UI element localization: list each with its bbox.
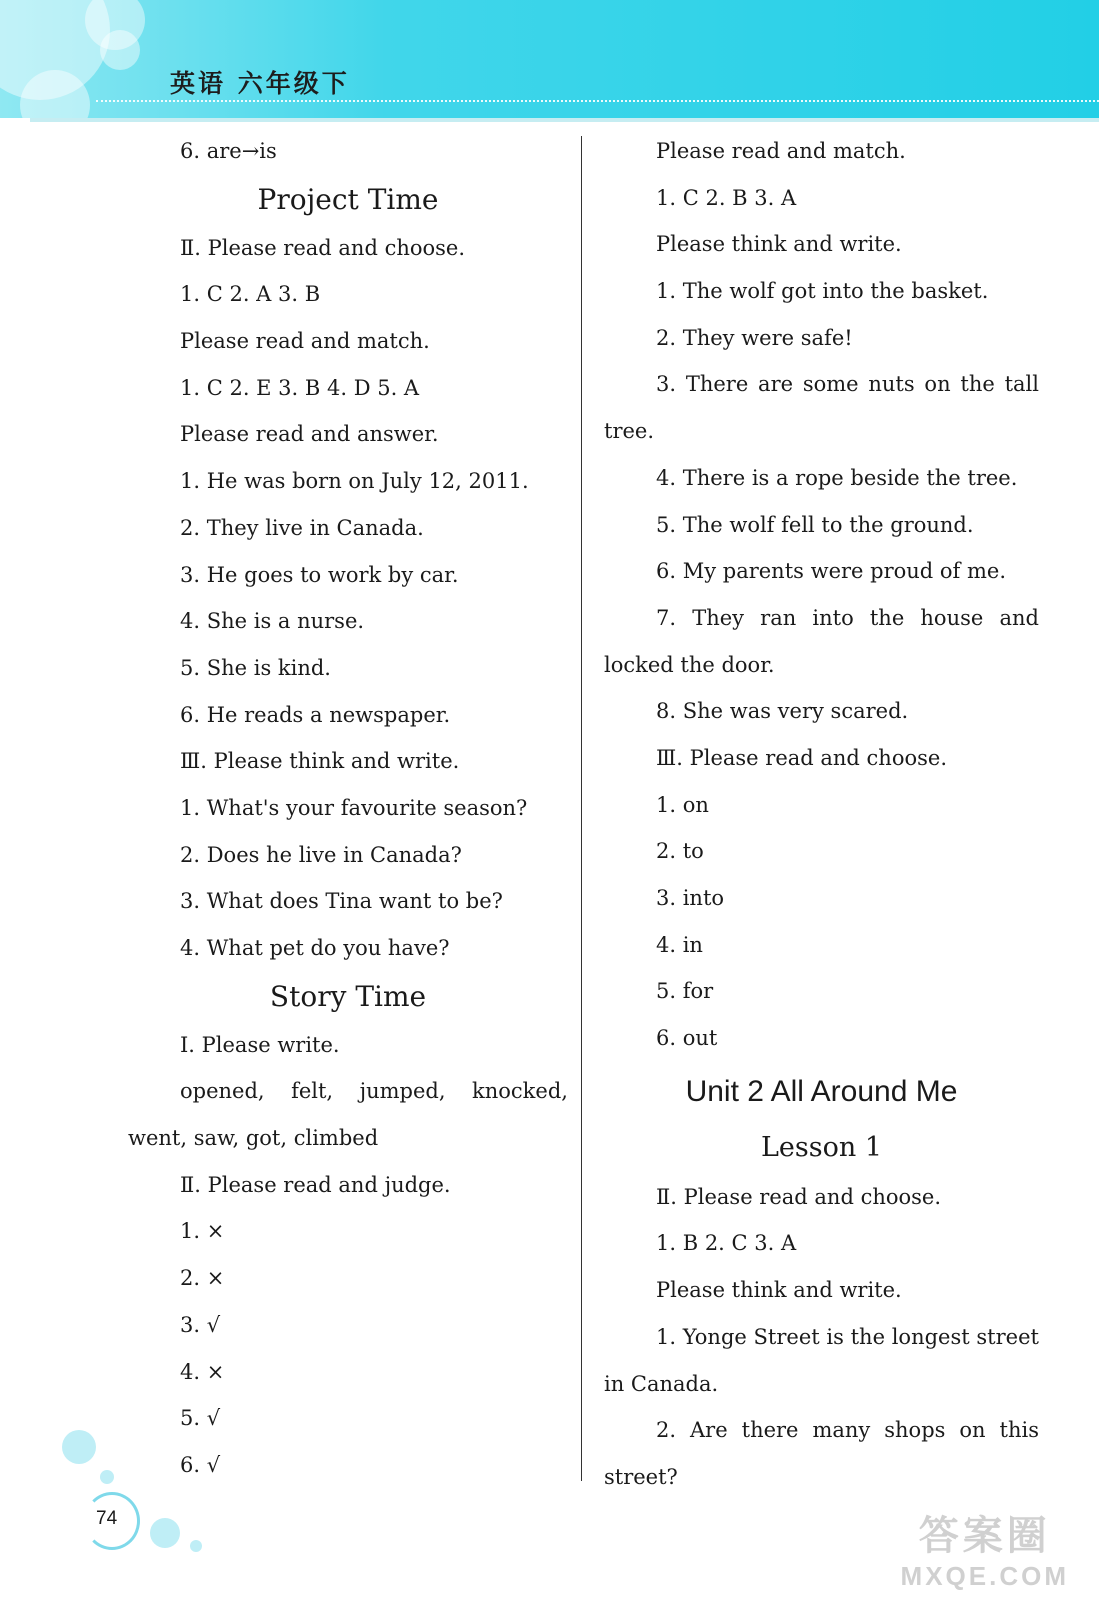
word: the	[869, 605, 905, 630]
answer-line: 8. She was very scared.	[656, 699, 909, 724]
word: ran	[760, 605, 797, 630]
word: some	[802, 372, 859, 397]
word: 2.	[656, 1418, 677, 1443]
section-title-story-time: Story Time	[269, 979, 427, 1013]
word: They	[692, 605, 745, 630]
answer-line: 3. He goes to work by car.	[180, 562, 459, 587]
word: 3.	[656, 372, 677, 397]
answer-line: 1. The wolf got into the basket.	[656, 279, 989, 304]
word: street	[976, 1324, 1039, 1349]
exercise-heading: Ⅱ. Please read and choose.	[180, 235, 466, 260]
decor-dot	[100, 1470, 114, 1484]
answer-line-justified	[604, 1314, 1039, 1361]
word: There	[685, 372, 749, 397]
word: opened,	[180, 1079, 265, 1104]
word: 1.	[656, 1324, 677, 1349]
word: nuts	[868, 372, 915, 397]
answer-line: in Canada.	[604, 1371, 719, 1396]
answer-line-justified	[604, 1407, 1039, 1454]
word: and	[999, 605, 1039, 630]
header-title: 英语 六年级下	[170, 69, 350, 98]
answer-line: went, saw, got, climbed	[128, 1126, 379, 1151]
exercise-heading: Please read and match.	[656, 139, 906, 163]
word: longest	[891, 1324, 970, 1349]
word: felt,	[291, 1079, 334, 1104]
watermark-bottom-text: MXQE.COM	[900, 1561, 1069, 1591]
answer-line: 3. √	[180, 1312, 221, 1337]
lesson-title: Lesson 1	[760, 1131, 883, 1163]
answer-line: 6. √	[180, 1452, 221, 1477]
word: is	[826, 1324, 844, 1349]
answer-line: 4. ×	[180, 1359, 225, 1384]
word: tall	[1004, 372, 1039, 397]
exercise-heading: Ⅲ. Please read and choose.	[656, 745, 947, 770]
page-header	[0, 0, 1099, 118]
exercise-heading: Please think and write.	[656, 232, 902, 257]
answer-line: 2. ×	[180, 1266, 225, 1291]
answer-line: 1. What's your favourite season?	[180, 795, 528, 820]
word: house	[920, 605, 984, 630]
answer-line: 5. √	[180, 1406, 221, 1431]
exercise-heading: Please read and match.	[180, 329, 430, 354]
unit-title: Unit 2 All Around Me	[685, 1074, 958, 1108]
answer-line: locked the door.	[604, 652, 775, 677]
header-dotted-line	[96, 100, 1099, 102]
watermark-logo	[901, 1504, 1069, 1592]
answer-line: 1. B 2. C 3. A	[656, 1231, 797, 1256]
answer-line: 2. to	[656, 839, 704, 864]
answer-line: 6. are→is	[180, 139, 277, 163]
word: this	[999, 1418, 1039, 1443]
decor-dot	[62, 1430, 96, 1464]
answer-line: 4. in	[656, 932, 703, 957]
answer-line: 3. into	[656, 886, 725, 910]
answer-line: 5. The wolf fell to the ground.	[656, 512, 974, 537]
decor-dot	[150, 1518, 180, 1548]
word: jumped,	[359, 1079, 446, 1104]
exercise-heading: Please think and write.	[656, 1278, 902, 1303]
exercise-heading: Ⅰ. Please write.	[180, 1032, 340, 1057]
answer-line: 3. What does Tina want to be?	[180, 889, 503, 914]
answer-line-justified	[604, 361, 1039, 408]
section-title-project-time: Project Time	[257, 182, 439, 216]
word: Street	[753, 1324, 820, 1349]
answer-line: tree.	[604, 419, 655, 444]
word: on	[959, 1418, 986, 1443]
answer-line-justified	[128, 1068, 568, 1115]
decor-bubble	[100, 30, 140, 70]
decor-dot	[190, 1540, 202, 1552]
answer-line: 6. My parents were proud of me.	[656, 559, 1007, 584]
answer-line: 5. She is kind.	[180, 655, 331, 680]
exercise-heading: Ⅱ. Please read and judge.	[180, 1172, 451, 1197]
answer-line: 2. They live in Canada.	[180, 515, 424, 540]
word: Are	[690, 1418, 728, 1443]
answer-line-justified	[604, 595, 1039, 642]
header-rule	[30, 118, 1099, 122]
word: there	[741, 1418, 799, 1443]
word: shops	[884, 1418, 946, 1443]
exercise-heading: Ⅱ. Please read and choose.	[656, 1184, 942, 1209]
page-number: 74	[96, 1508, 118, 1529]
answer-line: 1. C 2. A 3. B	[180, 282, 321, 307]
column-divider	[581, 136, 582, 1481]
answer-line: 1. He was born on July 12, 2011.	[180, 469, 529, 494]
left-column	[128, 128, 568, 1489]
answer-line: 2. Does he live in Canada?	[180, 842, 462, 867]
word: Yonge	[682, 1324, 747, 1349]
answer-line: 1. on	[656, 792, 709, 817]
answer-line: 5. for	[656, 979, 714, 1004]
word: on	[924, 372, 951, 397]
exercise-heading: Please read and answer.	[180, 422, 439, 447]
watermark-top-text: 答案圈	[918, 1514, 1051, 1558]
word: are	[758, 372, 794, 397]
answer-line: 1. C 2. E 3. B 4. D 5. A	[180, 375, 420, 400]
word: the	[850, 1324, 886, 1349]
answer-line: 6. He reads a newspaper.	[180, 702, 451, 727]
word: 7.	[656, 605, 677, 630]
answer-line: street?	[604, 1464, 678, 1489]
exercise-heading: Ⅲ. Please think and write.	[180, 749, 460, 774]
answer-line: 6. out	[656, 1026, 718, 1051]
word: knocked,	[472, 1079, 568, 1104]
word: many	[812, 1418, 871, 1443]
word: the	[960, 372, 995, 397]
answer-line: 4. What pet do you have?	[180, 936, 450, 960]
answer-line: 4. She is a nurse.	[180, 609, 365, 634]
answer-line: 1. C 2. B 3. A	[656, 185, 797, 210]
right-column	[604, 128, 1039, 1501]
answer-line: 2. They were safe!	[656, 325, 853, 350]
answer-line: 4. There is a rope beside the tree.	[656, 465, 1018, 490]
answer-line: 1. ×	[180, 1219, 225, 1244]
word: into	[812, 605, 854, 630]
